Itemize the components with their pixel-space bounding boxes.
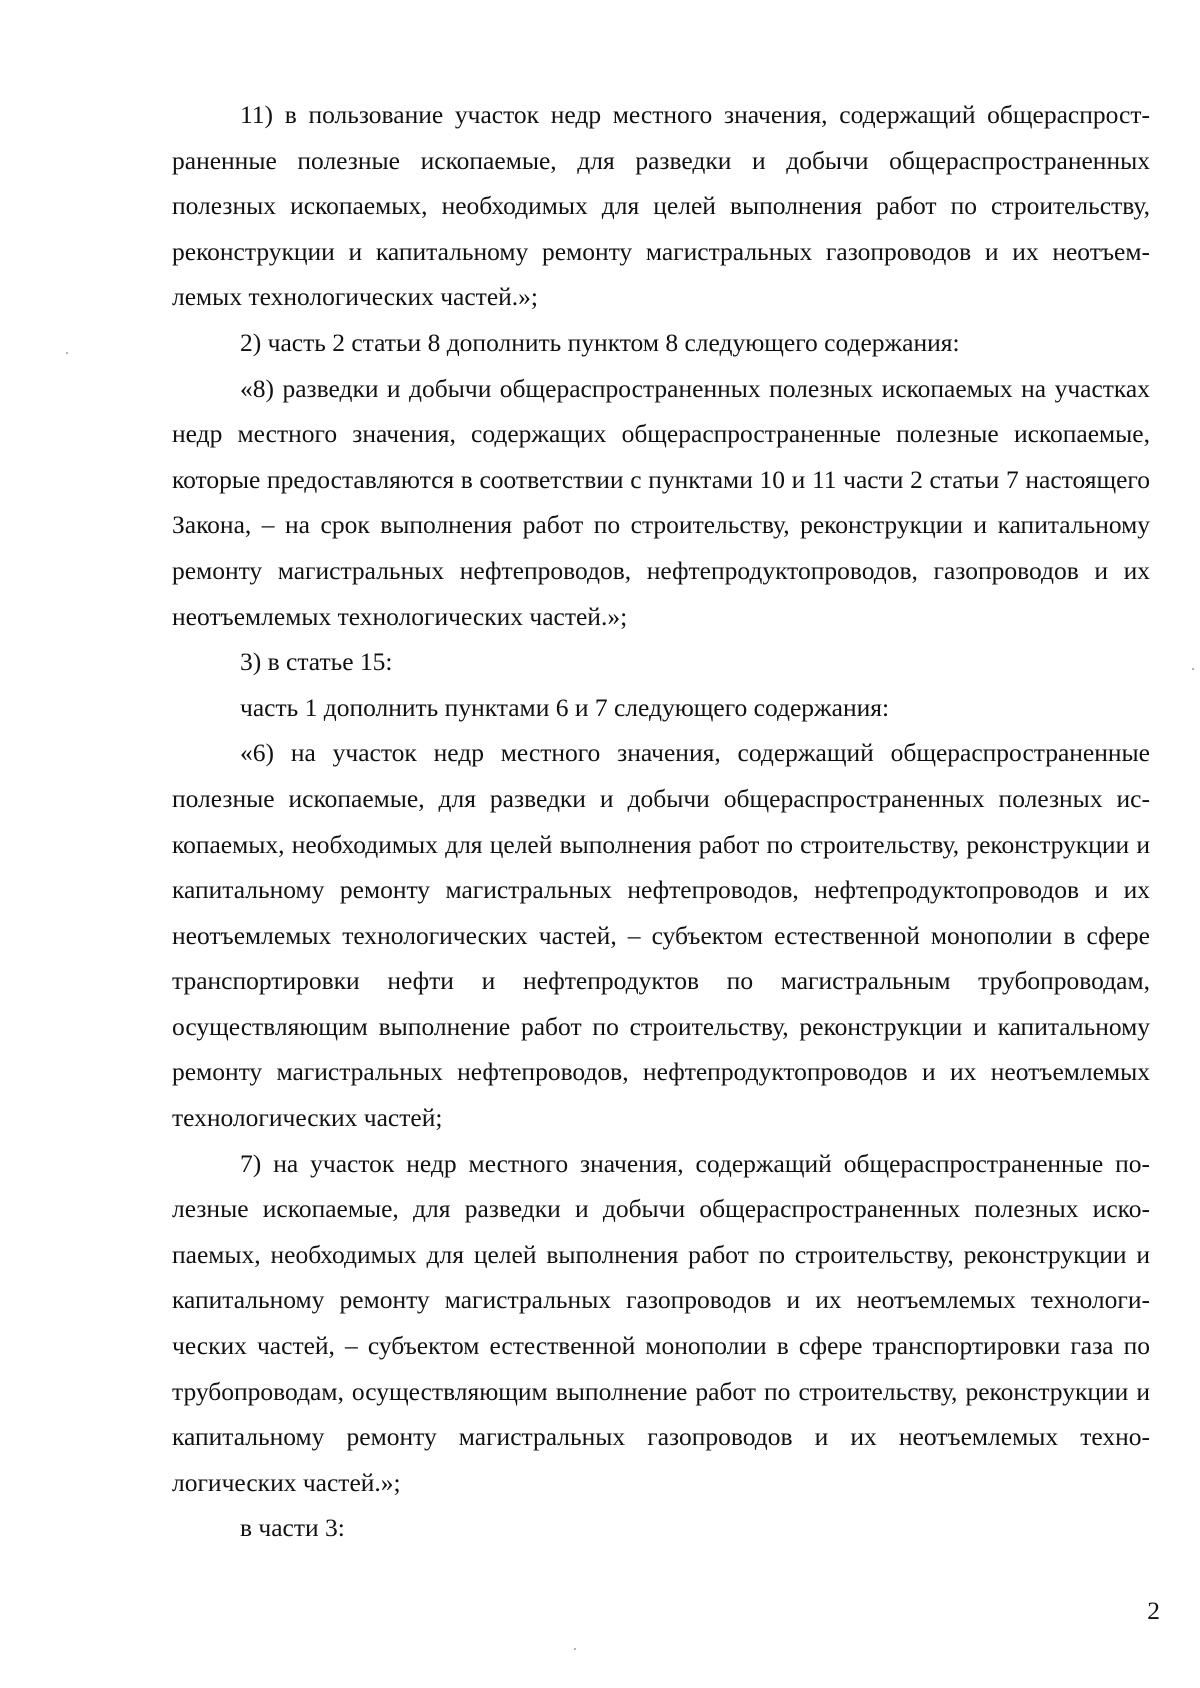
paragraph-amend-article-8: 2) часть 2 статьи 8 дополнить пунктом 8 следующего содержания:: [240, 327, 960, 357]
page-number: 2: [1147, 1596, 1160, 1625]
paragraph-amend-part-1: часть 1 дополнить пунктами 6 и 7 следующего содержания:: [240, 692, 890, 722]
scan-speck: [66, 352, 68, 354]
paragraph-item-11: 11) в пользование участок недр местного значения, содержащий общераспространенные полезные ископаемые, для разведки и добычи общераспространенных полезных ископаемых, необходимых для целей выполнения работ по строительству, реконструкции и капитальному ремонту магистральных газопроводов и их неотъемлемых технологических частей.»;: [172, 100, 1150, 312]
document-body: [172, 92, 1150, 1551]
paragraph-item-7-text: 7) на участок недр местного значения, содержащий общераспространенные полезные ископаемые, для разведки и добычи общераспространенных полезных ископаемых, необходимых для целей выполнения работ по строительству, реконструкции и капитальному ремонту магистральных газопроводов и их неотъемлемых технологических частей, – субъектом естественной монополии в сфере транспортировки газа по трубопроводам, осуществляющим выполнение работ по строительству, реконструкции и капитальному ремонту магистральных газопроводов и их неотъемлемых технологических частей.»;: [172, 1148, 1150, 1497]
scan-speck: [574, 1648, 576, 1650]
paragraph-item-6-text: «6) на участок недр местного значения, содержащий общераспространенные полезные ископаемые, для разведки и добычи общераспространенных полезных ископаемых, необходимых для целей выполнения работ по строительству, реконструкции и капитальному ремонту магистральных нефтепроводов, нефтепродуктопроводов и их неотъемлемых технологических частей, – субъектом естественной монополии в сфере транспортировки нефти и нефтепродуктов по магистральным трубопроводам, осуществляющим выполнение работ по строительству, реконструкции и капитальному ремонту магистральных нефтепроводов, нефтепродуктопроводов и их неотъемлемых технологических частей;: [172, 738, 1150, 1133]
scan-speck: [1192, 668, 1194, 670]
paragraph-item-8-text: «8) разведки и добычи общераспространенных полезных ископаемых на участках недр местного значения, содержащих общераспространенные полезные ископаемые, которые предоставляются в соответствии с пунктами 10 и 11 части 2 статьи 7 настоящего Закона, – на срок выполнения работ по строительству, реконструкции и капитальному ремонту магистральных нефтепроводов, нефтепродуктопроводов, газопроводов и их неотъемлемых технологических частей.»;: [172, 373, 1150, 631]
paragraph-amend-article-15: 3) в статье 15:: [240, 647, 393, 677]
paragraph-amend-part-3: в части 3:: [240, 1513, 345, 1543]
